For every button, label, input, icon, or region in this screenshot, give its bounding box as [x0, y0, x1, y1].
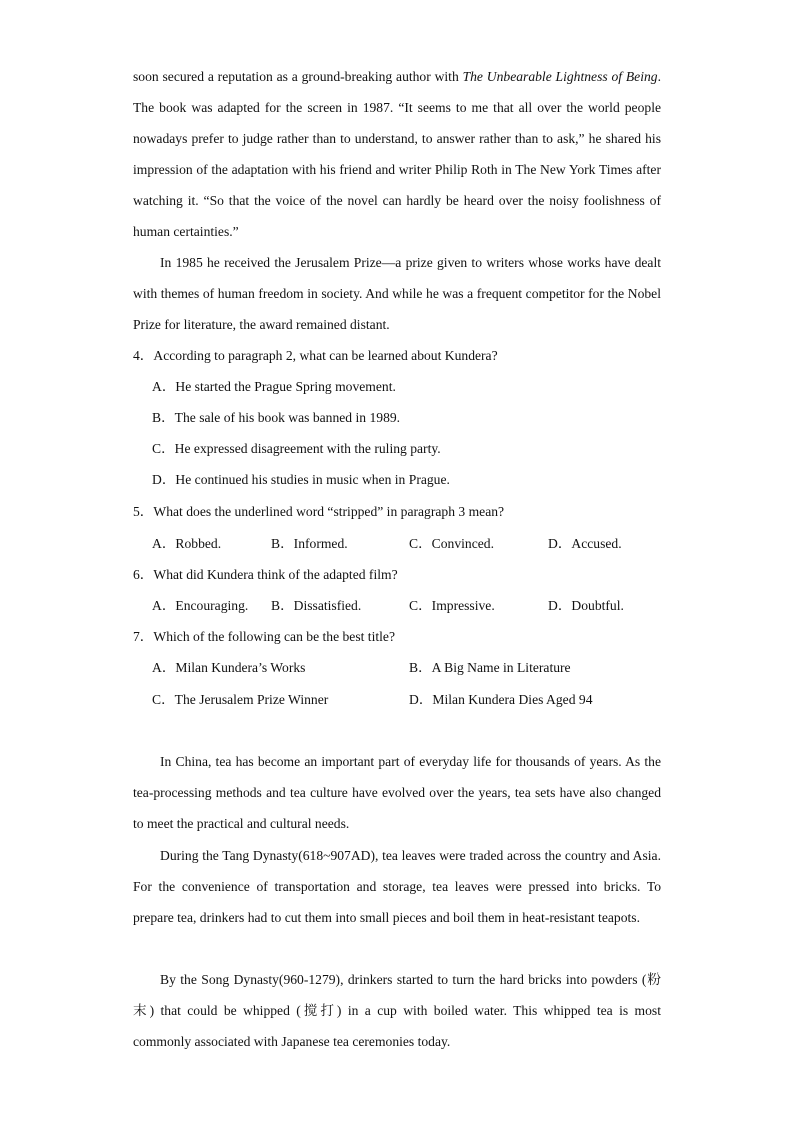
question-5-option-a[interactable]: A．Robbed. — [152, 536, 222, 551]
book-title: The Unbearable Lightness of Being — [462, 69, 658, 84]
question-stem: What does the underlined word “stripped” in paragraph 3 mean? — [153, 504, 505, 519]
text-segment: . The book was adapted for the screen in 1987. “It seems to me that all over the world people nowadays prefer to judge rather than to understand, to answer rather than to ask,” he shared his impression of the adaptation with his friend and writer Philip Roth in The New York Times after watching it. “So that the voice of the novel can hardly be heard over the noisy foolishness of human certainties.” — [133, 69, 661, 239]
passage1-paragraph-continued — [133, 61, 661, 247]
question-number: 7． — [133, 629, 154, 644]
question-7-option-c[interactable]: C．The Jerusalem Prize Winner — [152, 692, 329, 707]
question-4-option-b[interactable]: B．The sale of his book was banned in 1989. — [152, 410, 401, 425]
question-6-option-d[interactable]: D．Doubtful. — [548, 598, 624, 613]
question-7-option-b[interactable]: B．A Big Name in Literature — [409, 660, 571, 675]
question-5-option-b[interactable]: B．Informed. — [271, 536, 348, 551]
question-6-option-b[interactable]: B．Dissatisfied. — [271, 598, 362, 613]
question-number: 5． — [133, 504, 154, 519]
question-4 — [133, 346, 498, 366]
question-7-option-d[interactable]: D．Milan Kundera Dies Aged 94 — [409, 692, 593, 707]
question-4-option-d[interactable]: D．He continued his studies in music when in Prague. — [152, 472, 450, 487]
question-stem: Which of the following can be the best title? — [153, 629, 395, 644]
question-4-option-a[interactable]: A．He started the Prague Spring movement. — [152, 379, 396, 394]
question-number: 6． — [133, 567, 154, 582]
question-6 — [133, 565, 398, 585]
question-stem: According to paragraph 2, what can be learned about Kundera? — [153, 348, 498, 363]
question-number: 4． — [133, 348, 154, 363]
question-4-option-c[interactable]: C．He expressed disagreement with the ruling party. — [152, 441, 441, 456]
question-7-option-a[interactable]: A．Milan Kundera’s Works — [152, 660, 306, 675]
question-7 — [133, 627, 395, 647]
passage2-paragraph-1: In China, tea has become an important part of everyday life for thousands of years. As the tea-processing methods and tea culture have evolved over the years, tea sets have also changed to meet the practical and cultural needs. — [133, 754, 661, 831]
question-6-option-a[interactable]: A．Encouraging. — [152, 598, 249, 613]
question-5-option-c[interactable]: C．Convinced. — [409, 536, 494, 551]
question-5-option-d[interactable]: D．Accused. — [548, 536, 622, 551]
question-6-option-c[interactable]: C．Impressive. — [409, 598, 495, 613]
question-stem: What did Kundera think of the adapted film? — [153, 567, 398, 582]
passage1-paragraph-2: In 1985 he received the Jerusalem Prize—a prize given to writers whose works have dealt with themes of human freedom in society. And while he was a frequent competitor for the Nobel Prize for literature, the award remained distant. — [133, 255, 661, 332]
text-segment: soon secured a reputation as a ground-breaking author with — [133, 69, 463, 84]
question-5 — [133, 502, 504, 522]
passage2-paragraph-2: During the Tang Dynasty(618~907AD), tea leaves were traded across the country and Asia. For the convenience of transportation and storage, tea leaves were pressed into bricks. To prepare tea, drinkers had to cut them into small pieces and boil them in heat-resistant teapots. — [133, 848, 661, 925]
passage2-paragraph-3: By the Song Dynasty(960-1279), drinkers started to turn the hard bricks into powders (粉末) that could be whipped (搅打) in a cup with boiled water. This whipped tea is most commonly associated with Japanese tea ceremonies today. — [133, 972, 661, 1049]
